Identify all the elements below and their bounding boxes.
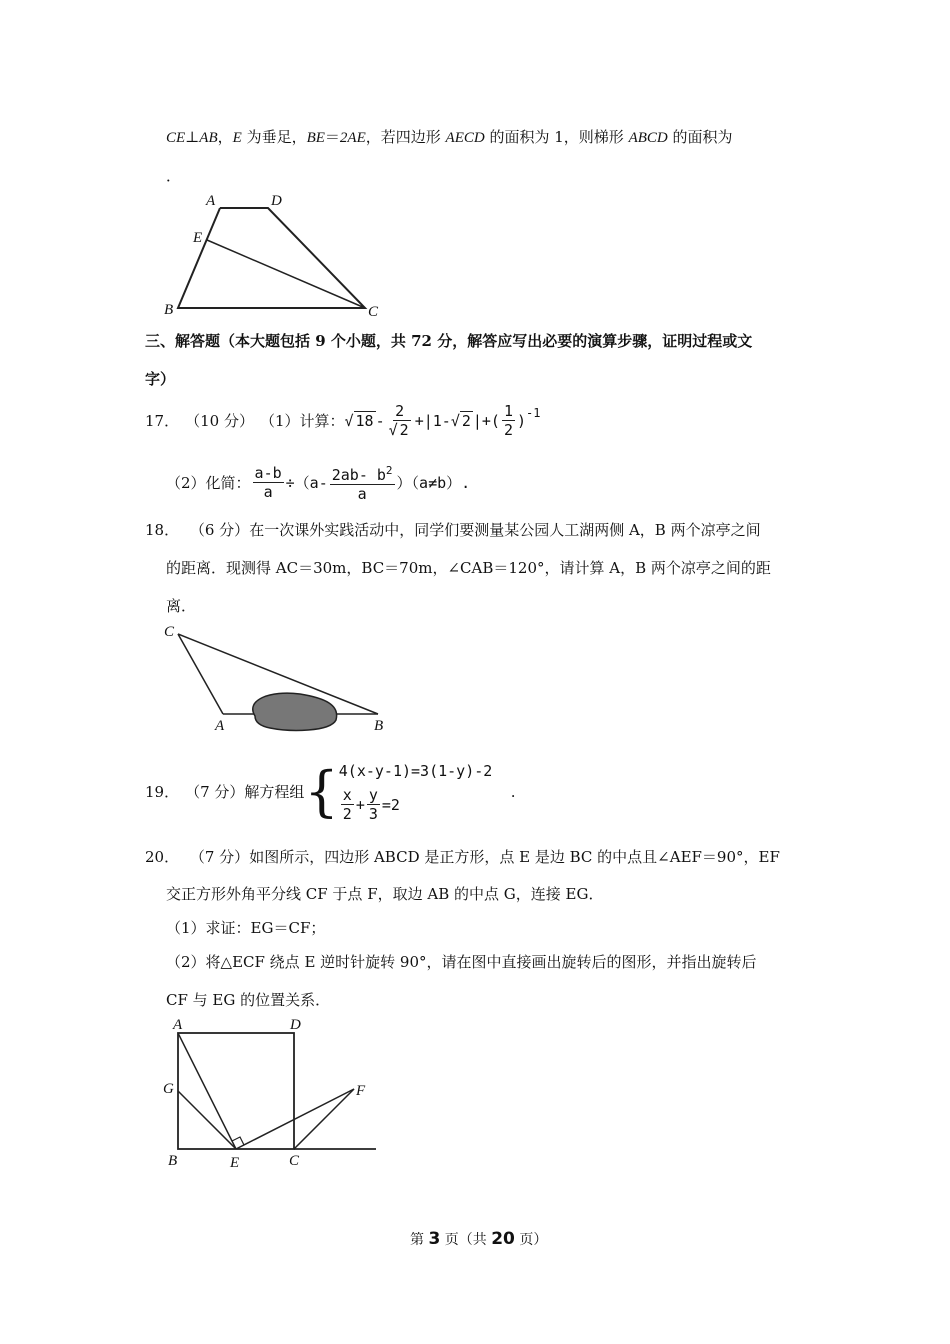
label-c: C [368, 304, 379, 320]
label-f: F [356, 1083, 366, 1099]
q17-score: （10 分） [185, 412, 254, 430]
q20-part2-line2: CF 与 EG 的位置关系． [166, 991, 331, 1009]
trapezoid-figure [160, 188, 390, 320]
page-footer: 第 3 页（共 20 页） [410, 1229, 548, 1249]
label-a: A [173, 1017, 183, 1033]
q18-line2: 的距离．现测得 AC＝30m，BC＝70m，∠CAB＝120°，请计算 A，B 两个凉亭之间的距 [166, 559, 771, 577]
equation-system [339, 760, 511, 823]
q17-simplify-expression: $\frac{a-b}{a}$ ÷（a- $\frac{2ab- b^2}{a}$ ）（a≠b） . [254, 464, 471, 503]
q17-part2-label: （2）化简： [166, 474, 251, 492]
lake-figure [160, 620, 400, 738]
section-heading-cont: 字） [145, 370, 176, 388]
section-heading: 三、解答题（本大题包括 9 个小题，共 72 分，解答应写出必要的演算步骤，证明过程或文 [145, 332, 753, 350]
q20-part2-line1: （2）将△ECF 绕点 E 逆时针旋转 90°，请在图中直接画出旋转后的图形，并指出旋转后 [166, 953, 757, 971]
label-b: B [164, 302, 174, 318]
q20-part1: （1）求证：EG＝CF； [166, 919, 326, 937]
system-brace: { [304, 759, 339, 823]
label-g: G [163, 1081, 174, 1097]
label-c: C [289, 1153, 300, 1169]
square-figure [158, 1013, 380, 1173]
page-number: 3 [428, 1229, 441, 1249]
label-e: E [230, 1155, 240, 1171]
equation-1: 4(x-y-1)=3(1-y)-2 [338, 762, 493, 780]
q19-line: 19． （7 分） 解方程组 { 4(x-y-1)=3(1-y)-2 $\frac{x}{2}$ + $\frac{y}{3}$ =2 . [145, 759, 516, 823]
label-a: A [215, 718, 225, 734]
q17-part1 [145, 402, 540, 439]
label-c: C [164, 624, 175, 640]
q17-number: 17． [145, 412, 180, 430]
label-b: B [168, 1153, 178, 1169]
q18-line3: 离． [166, 597, 197, 615]
label-d: D [290, 1017, 301, 1033]
page-total: 20 [491, 1229, 515, 1249]
q16-text-line1: CE⊥AB，E 为垂足，BE＝2AE，若四边形 AECD 的面积为 1，则梯形 ABCD 的面积为 [166, 128, 733, 146]
q17-part1-label: （1）计算： [259, 412, 345, 430]
label-b: B [374, 718, 384, 734]
q18-line1: 18． （6 分）在一次课外实践活动中，同学们要测量某公园人工湖两侧 A，B 两个凉亭之间 [145, 521, 761, 539]
q16-text-line2: ． [166, 167, 182, 185]
equation-2: $\frac{x}{2}$ + $\frac{y}{3}$ =2 [342, 786, 400, 823]
label-d: D [271, 193, 282, 209]
q20-line1: 20． （7 分）如图所示，四边形 ABCD 是正方形，点 E 是边 BC 的中点且∠AEF＝90°，EF [145, 848, 780, 866]
lake-shape [253, 693, 337, 730]
label-a: A [206, 193, 216, 209]
q17-expression: √ 18 - $\frac{2}{√ 2}$ +|1- √ 2 |+( $\frac{1}{2}$ ) $^{-1}$ [344, 402, 541, 439]
q20-line2: 交正方形外角平分线 CF 于点 F，取边 AB 的中点 G，连接 EG． [166, 885, 604, 903]
q17-part2 [166, 462, 470, 503]
label-e: E [193, 230, 203, 246]
